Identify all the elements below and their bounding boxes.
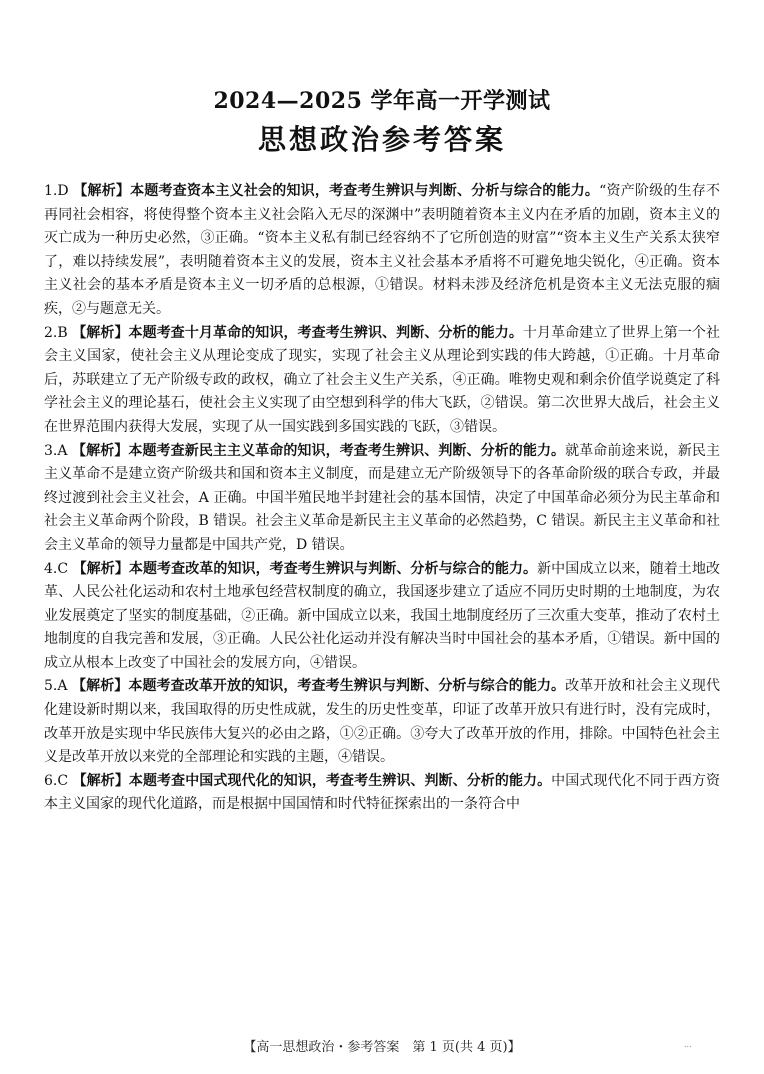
answer-heading: 【解析】本题考查十月革命的知识，考查考生辨识、判断、分析的能力。 [72, 324, 523, 341]
answer-heading: 【解析】本题考查新民主主义革命的知识，考查考生辨识、判断、分析的能力。 [72, 442, 566, 459]
answer-body: 就革命前途来说，新民主主义革命不是建立资产阶级共和国和资本主义制度，而是建立无产阶级领导下的各革命阶级的联合专政，并最终过渡到社会主义社会，A 正确。中国半殖民地半封建社会的基本国情，决定了中国革命必须分为民主革命和社会主义革命两个阶段，B 错误。社会主义革命是新民主主义革命的必然趋势，C 错误。新民主主义革命和社会主义革命的领导力量都是中国共产党，D 错误。 [44, 442, 721, 553]
answer-number: 6.C [44, 772, 69, 789]
answer-number: 2.B [44, 324, 68, 341]
page-footer: 【高一思想政治・参考答案 第 1 页(共 4 页)】 [243, 1040, 521, 1055]
answer-item-2 [44, 322, 720, 440]
answer-body: 改革开放和社会主义现代化建设新时期以来，我国取得的历史性成就，发生的历史性变革，印证了改革开放只有进行时，没有完成时，改革开放是实现中华民族伟大复兴的必由之路，①②正确。③夸大了改革开放的作用，排除。中国特色社会主义是改革开放以来党的全部理论和实践的主题，④错误。 [44, 678, 721, 766]
answer-item-6 [44, 770, 720, 817]
answer-item-3 [44, 440, 720, 558]
answer-heading: 【解析】本题考查中国式现代化的知识，考查考生辨识、判断、分析的能力。 [72, 772, 552, 789]
page-title: 2024—2025 学年高一开学测试 [213, 88, 551, 114]
answer-item-5 [44, 675, 720, 769]
answer-body: “资产阶级的生存不再同社会相容，将使得整个资本主义社会陷入无尽的深渊中”表明随着资本主义内在矛盾的加剧，资本主义的灭亡成为一种历史必然，③正确。“资本主义私有制已经容纳不了它所创造的财富”“资本主义生产关系太狭窄了，难以持续发展”，表明随着资本主义的发展，资本主义社会基本矛盾将不可避免地尖锐化，④正确。资本主义社会的基本矛盾是资本主义一切矛盾的总根源，①错误。材料未涉及经济危机是资本主义无法克服的痼疾，②与题意无关。 [44, 183, 720, 317]
answer-body: 新中国成立以来，随着土地改革、人民公社化运动和农村土地承包经营权制度的确立，我国逐步建立了适应不同历史时期的土地制度，为农业发展奠定了坚实的制度基础，②正确。新中国成立以来，我国土地制度经历了三次重大变革，推动了农村土地制度的自我完善和发展，③正确。人民公社化运动并没有解决当时中国社会的基本矛盾，①错误。新中国的成立从根本上改变了中国社会的发展方向，④错误。 [44, 560, 721, 671]
answer-body: 中国式现代化不同于西方资本主义国家的现代化道路，而是根据中国国情和时代特征探索出的一条符合中 [44, 772, 721, 813]
answer-number: 4.C [44, 560, 69, 577]
page-subtitle: 思想政治参考答案 [257, 123, 506, 156]
answer-list [44, 180, 720, 817]
answer-heading: 【解析】本题考查改革开放的知识，考查考生辨识与判断、分析与综合的能力。 [72, 678, 566, 695]
answer-heading: 【解析】本题考查改革的知识，考查考生辨识与判断、分析与综合的能力。 [72, 560, 538, 577]
answer-number: 1.D [44, 183, 69, 199]
answer-heading: 【解析】本题考查资本主义社会的知识，考查考生辨识与判断、分析与综合的能力。 [73, 183, 600, 199]
answer-item-4 [44, 558, 720, 676]
answer-number: 5.A [44, 678, 68, 695]
answer-number: 3.A [44, 442, 68, 459]
answer-item-1 [44, 180, 720, 322]
answer-body: 十月革命建立了世界上第一个社会主义国家，使社会主义从理论变成了现实，实现了社会主义从理论到实践的伟大跨越，①正确。十月革命后，苏联建立了无产阶级专政的政权，确立了社会主义生产关系，④正确。唯物史观和剩余价值学说奠定了科学社会主义的理论基石，使社会主义实现了由空想到科学的伟大飞跃，②错误。第二次世界大战后，社会主义在世界范围内获得大发展，实现了从一国实践到多国实践的飞跃，③错误。 [44, 324, 721, 435]
scan-mark: ... [684, 1040, 692, 1049]
